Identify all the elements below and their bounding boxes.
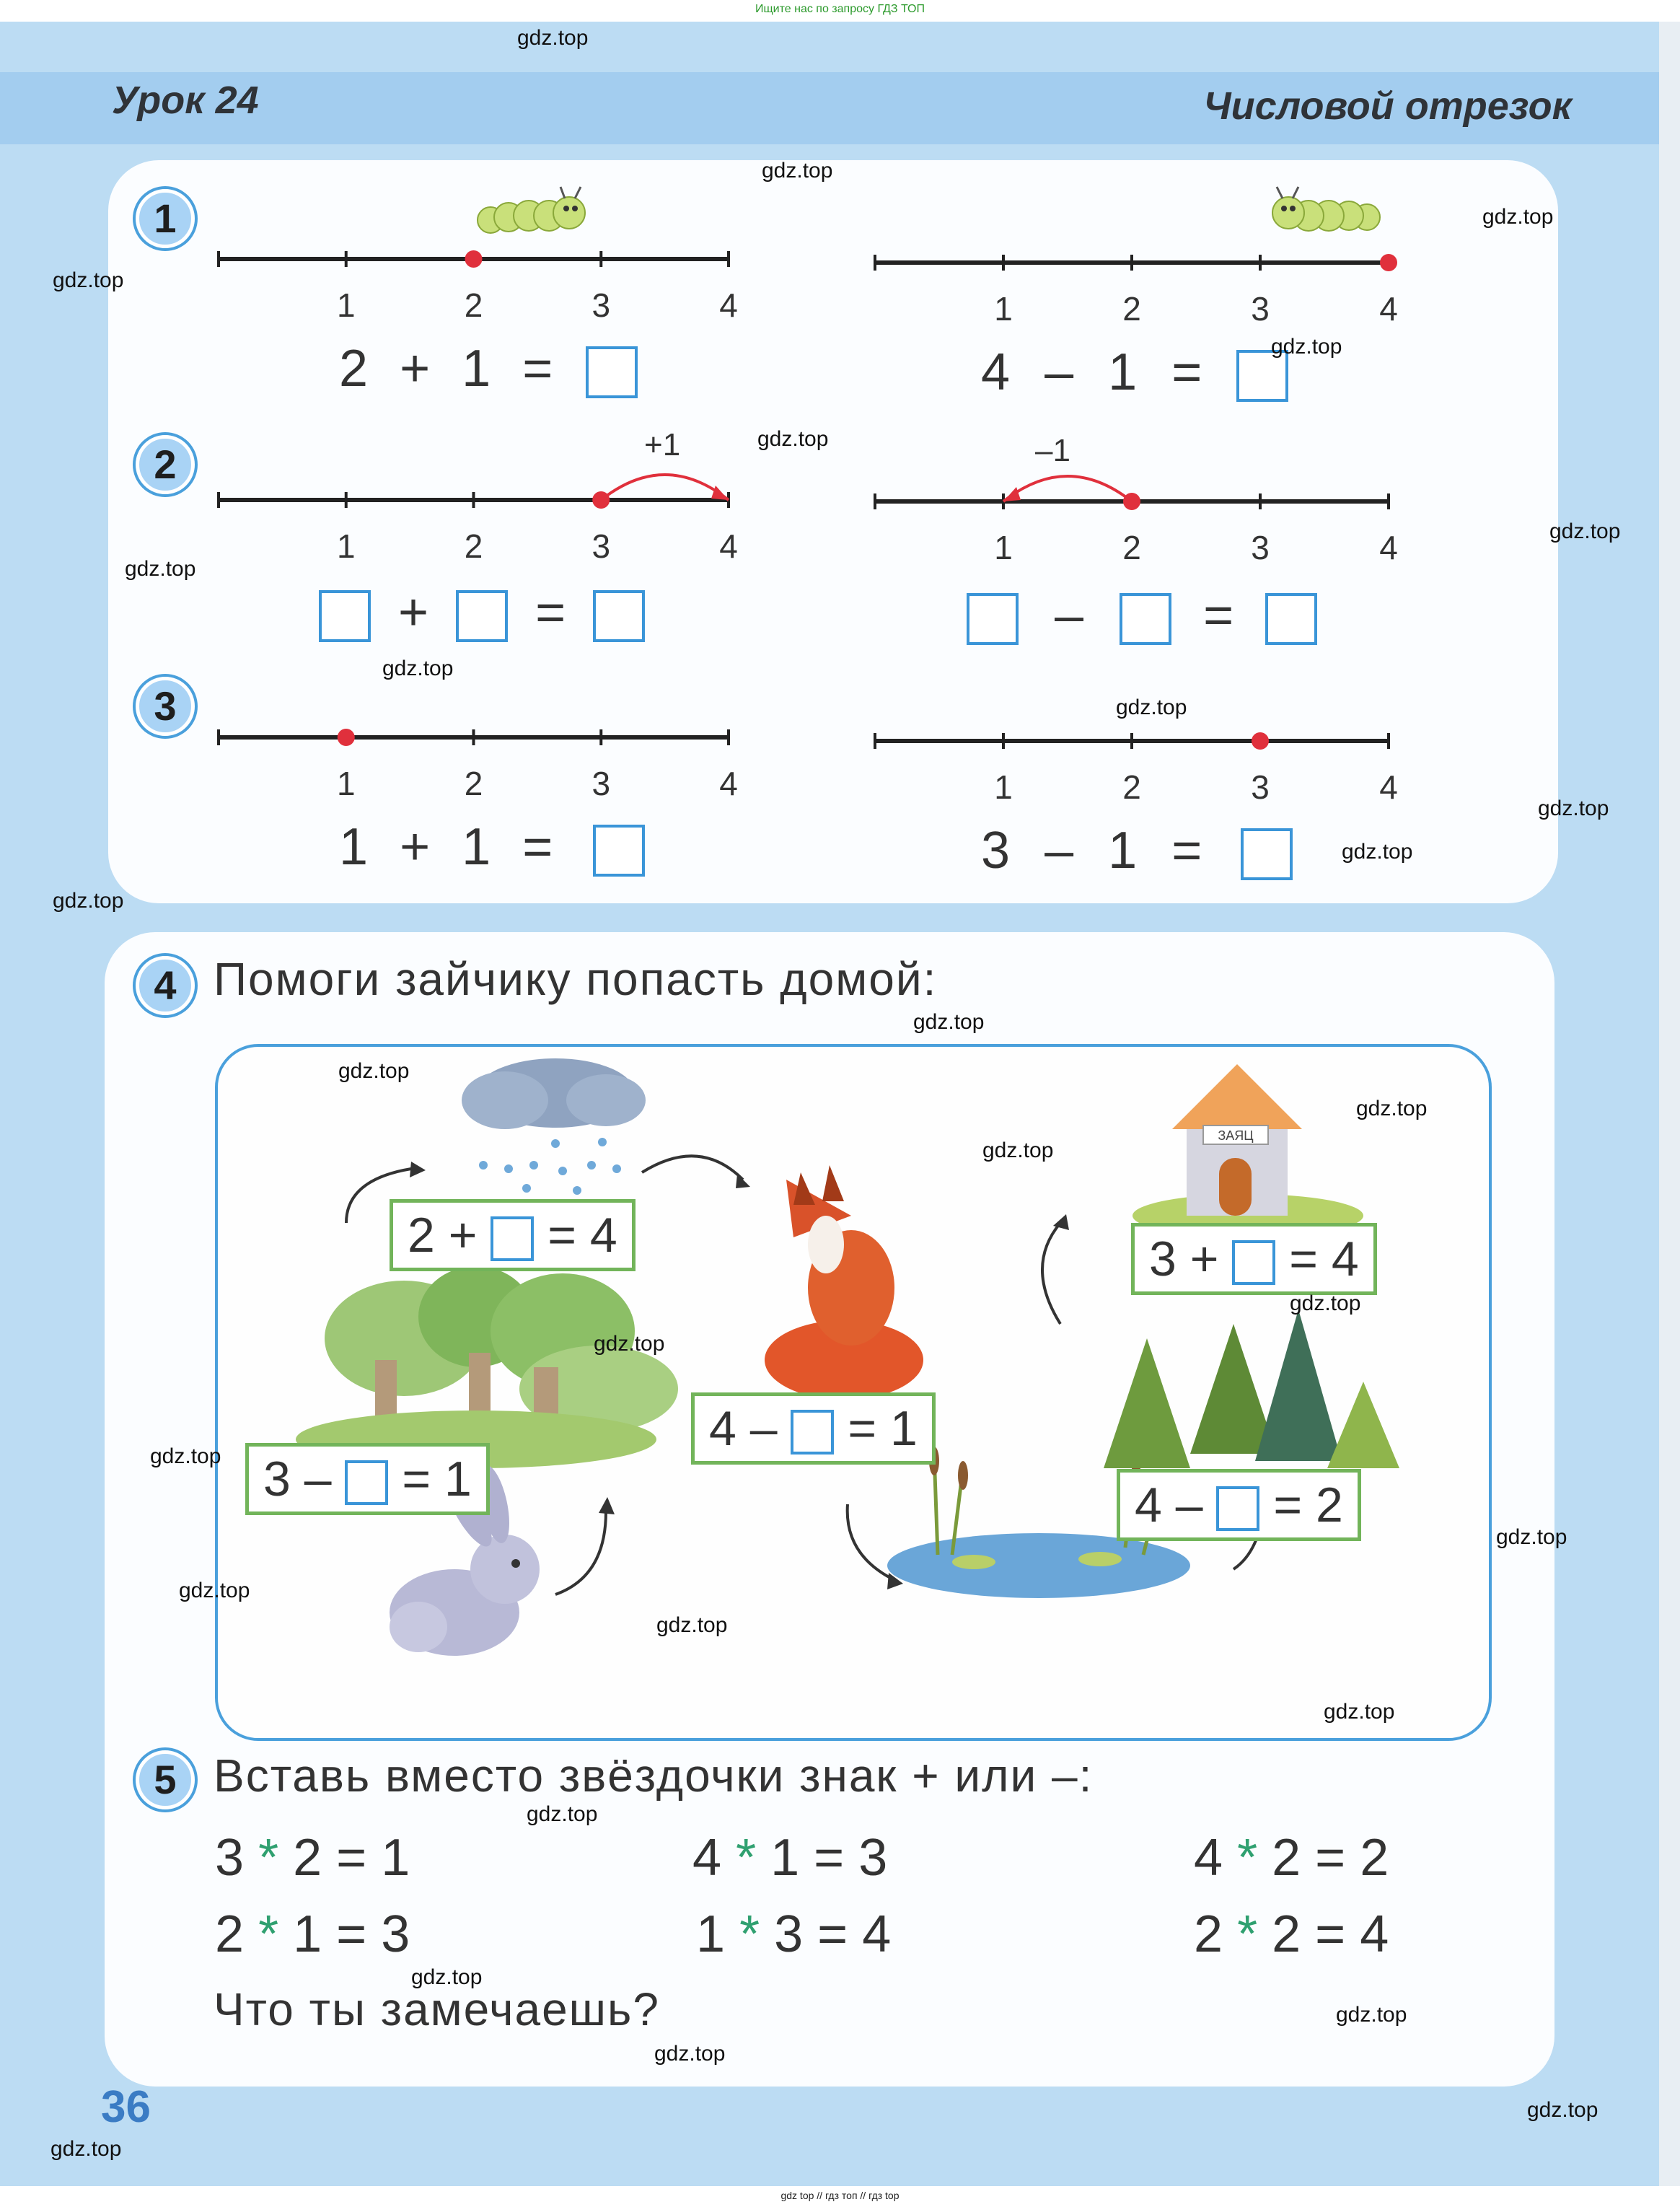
eq-term: 2 — [1272, 1829, 1301, 1887]
sign-equation — [1194, 1905, 1389, 1964]
tick-label: 3 — [1251, 290, 1270, 328]
equation-2-right — [967, 586, 1317, 645]
house-illustration — [1133, 1064, 1363, 1237]
watermark: gdz.top — [1290, 1291, 1361, 1315]
eq-result: = 4 — [817, 1905, 892, 1963]
eq-term: 3 — [981, 822, 1011, 879]
task4-instruction: Помоги зайчику попасть домой: — [214, 953, 938, 1005]
lesson-title: Урок 24 — [112, 79, 259, 122]
eq-term: 1 — [462, 818, 491, 876]
eq-term: 4 — [692, 1829, 722, 1887]
number-line-point — [338, 729, 355, 746]
eq-sign: = — [535, 584, 566, 641]
number-line-point — [592, 491, 610, 509]
tick-label: 3 — [1251, 768, 1270, 806]
eq-term: 1 — [1108, 343, 1138, 401]
eq-result: = 3 — [336, 1905, 410, 1963]
answer-box[interactable] — [791, 1410, 834, 1454]
task5-instruction: Вставь вместо звёздочки знак + или –: — [214, 1750, 1094, 1802]
watermark: gdz.top — [1496, 1525, 1567, 1549]
sign-equation — [1194, 1828, 1389, 1887]
eq-sign: = — [1171, 822, 1202, 879]
tick-label: 4 — [719, 527, 738, 565]
sign-equation — [215, 1828, 410, 1887]
eq-sign: – — [1044, 343, 1074, 401]
eq-term: 1 — [462, 340, 491, 398]
eq-sign: – — [1044, 822, 1074, 879]
eq-sign: = — [1171, 343, 1202, 401]
number-line-point — [1252, 732, 1269, 750]
answer-box[interactable] — [1232, 1240, 1275, 1285]
equation-1-left — [339, 339, 638, 398]
eq-right: = 1 — [848, 1401, 918, 1456]
eq-result: = 4 — [1315, 1905, 1389, 1963]
watermark: gdz.top — [654, 2042, 726, 2066]
eq-left: 3 – — [263, 1452, 332, 1506]
star-placeholder[interactable]: * — [1237, 1829, 1258, 1887]
answer-box[interactable] — [967, 593, 1019, 645]
eq-sign: = — [1203, 587, 1234, 644]
eq-term: 1 — [696, 1905, 726, 1963]
topic-title: Числовой отрезок — [1203, 84, 1572, 128]
task-number-5: 5 — [136, 1750, 195, 1809]
maze-equation-box — [390, 1199, 636, 1271]
tick-label: 3 — [591, 527, 611, 565]
answer-box[interactable] — [345, 1460, 388, 1505]
sign-equation — [696, 1905, 891, 1964]
answer-box[interactable] — [1241, 828, 1293, 880]
tick-label: 3 — [1251, 529, 1270, 566]
jump-arrow-head — [1003, 487, 1021, 501]
watermark: gdz.top — [1527, 2098, 1598, 2122]
watermark: gdz.top — [338, 1059, 410, 1083]
eq-right: = 2 — [1273, 1478, 1343, 1532]
eq-term: 2 — [293, 1829, 322, 1887]
watermark: gdz.top — [527, 1802, 598, 1826]
tick-label: 1 — [336, 286, 356, 324]
trees-illustration — [296, 1266, 678, 1468]
tick-label: 1 — [994, 290, 1013, 328]
tick-label: 2 — [1122, 768, 1141, 806]
task-number-1: 1 — [136, 189, 195, 248]
watermark: gdz.top — [1271, 335, 1342, 359]
eq-term: 2 — [215, 1905, 245, 1963]
sign-equation — [215, 1905, 410, 1964]
jump-arc — [1003, 476, 1132, 501]
fox-illustration — [765, 1165, 923, 1400]
top-note: Ищите нас по запросу ГДЗ ТОП — [755, 3, 925, 15]
equation-3-right — [981, 821, 1293, 880]
fir-trees-illustration — [1104, 1309, 1399, 1468]
watermark: gdz.top — [411, 1965, 483, 1989]
eq-right: = 1 — [402, 1452, 472, 1506]
tick-label: 4 — [719, 286, 738, 324]
eq-left: 3 + — [1149, 1232, 1219, 1286]
answer-box[interactable] — [456, 590, 508, 642]
tick-label: 4 — [1379, 529, 1398, 566]
tick-label: 1 — [994, 529, 1013, 566]
equation-3-left — [339, 817, 645, 877]
jump-arc — [601, 475, 729, 500]
watermark: gdz.top — [982, 1138, 1054, 1162]
maze-equation-box — [245, 1443, 490, 1515]
watermark: gdz.top — [1336, 2003, 1407, 2027]
watermark: gdz.top — [1482, 205, 1554, 229]
number-lines — [0, 0, 1680, 938]
watermark: gdz.top — [517, 26, 589, 50]
sign-equation — [692, 1828, 887, 1887]
watermark: gdz.top — [179, 1579, 250, 1602]
jump-label-minus: –1 — [1035, 433, 1070, 468]
eq-left: 2 + — [408, 1208, 478, 1263]
answer-box[interactable] — [1216, 1486, 1259, 1531]
eq-term: 4 — [1194, 1829, 1223, 1887]
answer-box[interactable] — [1120, 593, 1171, 645]
watermark: gdz.top — [1324, 1700, 1395, 1724]
bottom-note: gdz top // гдз топ // гдз top — [780, 2190, 900, 2201]
eq-sign: = — [522, 340, 553, 398]
answer-box[interactable] — [586, 346, 638, 398]
tick-label: 2 — [464, 527, 483, 565]
eq-result: = 1 — [336, 1829, 410, 1887]
equation-1-right — [981, 343, 1288, 402]
answer-box[interactable] — [491, 1216, 534, 1261]
eq-sign: + — [400, 340, 431, 398]
eq-right: = 4 — [1289, 1232, 1359, 1286]
tick-label: 1 — [336, 527, 356, 565]
cloud-illustration — [462, 1058, 646, 1195]
watermark: gdz.top — [53, 889, 124, 913]
jump-arrow-head — [711, 486, 729, 500]
jump-label-plus: +1 — [644, 427, 681, 462]
tick-label: 3 — [591, 286, 611, 324]
task-number-3: 3 — [136, 677, 195, 736]
watermark: gdz.top — [1116, 696, 1187, 719]
task-number-2: 2 — [136, 435, 195, 494]
star-placeholder[interactable]: * — [1237, 1905, 1258, 1963]
equation-2-left — [319, 583, 645, 642]
eq-term: 1 — [770, 1829, 800, 1887]
eq-sign: + — [400, 818, 431, 876]
eq-term: 1 — [339, 818, 369, 876]
watermark: gdz.top — [1538, 797, 1609, 820]
tick-label: 4 — [1379, 768, 1398, 806]
page-number: 36 — [101, 2082, 151, 2132]
tick-label: 2 — [1122, 290, 1141, 328]
eq-sign: – — [1055, 587, 1084, 644]
watermark: gdz.top — [757, 427, 829, 451]
tick-label: 2 — [464, 286, 483, 324]
watermark: gdz.top — [382, 657, 454, 680]
tick-label: 1 — [336, 765, 356, 802]
eq-term: 2 — [339, 340, 369, 398]
task5-question: Что ты замечаешь? — [214, 1983, 660, 2035]
eq-term: 1 — [1108, 822, 1138, 879]
house-sign: ЗАЯЦ — [1218, 1128, 1254, 1143]
eq-sign: = — [522, 818, 553, 876]
watermark: gdz.top — [1356, 1097, 1428, 1120]
eq-result: = 2 — [1315, 1829, 1389, 1887]
eq-sign: + — [398, 584, 429, 641]
watermark: gdz.top — [50, 2137, 122, 2161]
eq-term: 3 — [215, 1829, 245, 1887]
task-number-4: 4 — [136, 956, 195, 1015]
eq-left: 4 – — [709, 1401, 778, 1456]
number-line-point — [1123, 493, 1140, 510]
tick-label: 3 — [591, 765, 611, 802]
answer-box[interactable] — [1265, 593, 1317, 645]
eq-term: 1 — [293, 1905, 322, 1963]
answer-box[interactable] — [593, 590, 645, 642]
number-line-point — [465, 250, 483, 268]
eq-term: 3 — [774, 1905, 804, 1963]
tick-label: 4 — [1379, 290, 1398, 328]
maze-equation-box — [691, 1392, 936, 1465]
tick-label: 1 — [994, 768, 1013, 806]
watermark: gdz.top — [125, 557, 196, 581]
answer-box[interactable] — [319, 590, 371, 642]
watermark: gdz.top — [1342, 840, 1413, 864]
eq-term: 4 — [981, 343, 1011, 401]
watermark: gdz.top — [913, 1010, 985, 1034]
watermark: gdz.top — [53, 268, 124, 292]
star-placeholder[interactable]: * — [736, 1829, 757, 1887]
watermark: gdz.top — [150, 1444, 221, 1468]
eq-term: 2 — [1272, 1905, 1301, 1963]
maze-equation-box — [1131, 1223, 1377, 1295]
watermark: gdz.top — [594, 1332, 665, 1356]
watermark: gdz.top — [1549, 519, 1621, 543]
number-line-point — [1380, 254, 1397, 271]
eq-right: = 4 — [547, 1208, 617, 1263]
answer-box[interactable] — [593, 825, 645, 877]
maze-equation-box — [1117, 1469, 1361, 1541]
eq-result: = 3 — [814, 1829, 888, 1887]
watermark: gdz.top — [656, 1613, 728, 1637]
watermark: gdz.top — [762, 159, 833, 183]
star-placeholder[interactable]: * — [258, 1829, 279, 1887]
tick-label: 4 — [719, 765, 738, 802]
star-placeholder[interactable]: * — [739, 1905, 760, 1963]
eq-term: 2 — [1194, 1905, 1223, 1963]
star-placeholder[interactable]: * — [258, 1905, 279, 1963]
tick-label: 2 — [464, 765, 483, 802]
eq-left: 4 – — [1135, 1478, 1203, 1532]
tick-label: 2 — [1122, 529, 1141, 566]
